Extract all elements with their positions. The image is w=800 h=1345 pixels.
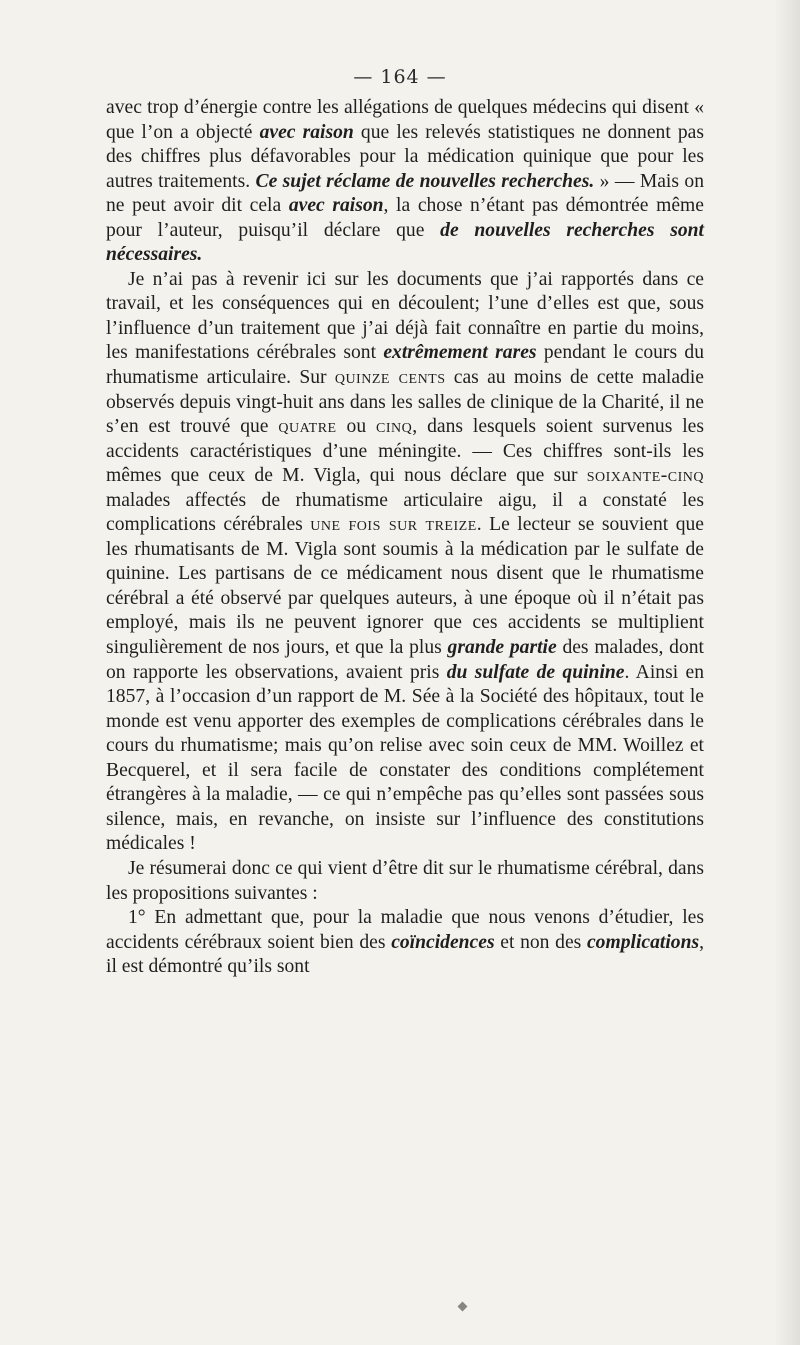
- italic-text: avec raison: [259, 121, 354, 143]
- text-segment: , dans lesquels soient survenus les accidents caractéristiques d’une méningite. — Ces chiffres sont-ils les mêmes que ceux de M. Vigla, qui nous déclare que sur: [106, 416, 704, 487]
- italic-text: avec raison: [288, 195, 384, 217]
- text-segment: 1° En admettant que, pour la maladie que nous venons d’étudier, les accidents cérébraux soient bien des: [106, 907, 704, 953]
- text-segment: » — Mais on ne peut avoir dit cela: [106, 170, 704, 217]
- text-segment: , la chose n’étant pas démontrée même pour l’auteur, puisqu’il déclare que: [106, 195, 704, 241]
- paragraph: [106, 857, 704, 906]
- italic-text: grande partie: [447, 637, 557, 659]
- body-text: [106, 96, 704, 980]
- text-segment: . Ainsi en 1857, à l’occasion d’un rapport de M. Sée à la Société des hôpitaux, tout le monde est venu apporter des exemples de complications cérébrales dans le cours du rhumatisme; mais qu’on relise avec soin ceux de MM. Woillez et Becquerel, et il sera facile de constater des conditions complétement étrangères à la maladie, — ce qui n’empêche pas qu’elles sont passées sous silence, mais, en revanche, on insiste sur l’influence des constitutions médicales !: [106, 661, 704, 855]
- italic-text: coïncidences: [391, 931, 495, 953]
- page-number: — 164 —: [353, 66, 447, 88]
- paragraph: [106, 906, 704, 980]
- italic-text: complications: [586, 931, 700, 953]
- italic-text: Ce sujet réclame de nouvelles recherches.: [255, 170, 595, 192]
- small-caps-text: une fois sur treize: [310, 514, 477, 536]
- text-segment: malades affectés de rhumatisme articulaire aigu, il a constaté les complications cérébrales: [106, 489, 704, 536]
- text-segment: des malades, dont on rapporte les observations, avaient pris: [106, 637, 704, 683]
- italic-text: extrêmement rares: [383, 342, 537, 364]
- small-caps-text: cinq: [376, 416, 413, 438]
- italic-text: de nouvelles recherches sont nécessaires.: [106, 219, 704, 266]
- paragraph: [106, 96, 704, 268]
- text-segment: pendant le cours du rhumatisme articulaire. Sur: [106, 342, 704, 389]
- text-segment: que les relevés statistiques ne donnent pas des chiffres plus défavorables pour la médication quinique que pour les autres traitements.: [106, 121, 704, 192]
- small-caps-text: quatre: [278, 416, 337, 438]
- text-segment: Je n’ai pas à revenir ici sur les documents que j’ai rapportés dans ce travail, et les conséquences qui en découlent; l’une d’elles est que, sous l’influence d’un traitement que j’ai déjà fait connaître en partie du moins, les manifestations cérébrales sont: [106, 268, 704, 364]
- small-caps-text: soixante-cinq: [586, 465, 704, 487]
- text-segment: avec trop d’énergie contre les allégations de quelques médecins qui disent « que l’on a objecté: [106, 97, 704, 143]
- text-segment: ou: [336, 416, 377, 438]
- italic-text: du sulfate de quinine: [446, 661, 625, 683]
- text-segment: , il est démontré qu’ils sont: [106, 931, 704, 978]
- print-mark: [458, 1302, 468, 1312]
- text-segment: et non des: [494, 931, 587, 953]
- text-segment: . Le lecteur se souvient que les rhumatisants de M. Vigla sont soumis à la médication par le sulfate de quinine. Les partisans de ce médicament nous disent que le rhumatisme cérébral a été observé par quelques auteurs, à une époque où il n’était pas employé, mais ils ne peuvent ignorer que ces accidents se multiplient singulièrement de nos jours, et que la plus: [106, 514, 704, 659]
- small-caps-text: quinze cents: [334, 367, 446, 389]
- text-segment: cas au moins de cette maladie observés depuis vingt-huit ans dans les salles de clinique de la Charité, il ne s’en est trouvé que: [106, 367, 704, 438]
- page-edge-shadow: [774, 0, 800, 1345]
- text-segment: Je résumerai donc ce qui vient d’être dit sur le rhumatisme cérébral, dans les propositions suivantes :: [106, 857, 704, 904]
- paragraph: [106, 268, 704, 857]
